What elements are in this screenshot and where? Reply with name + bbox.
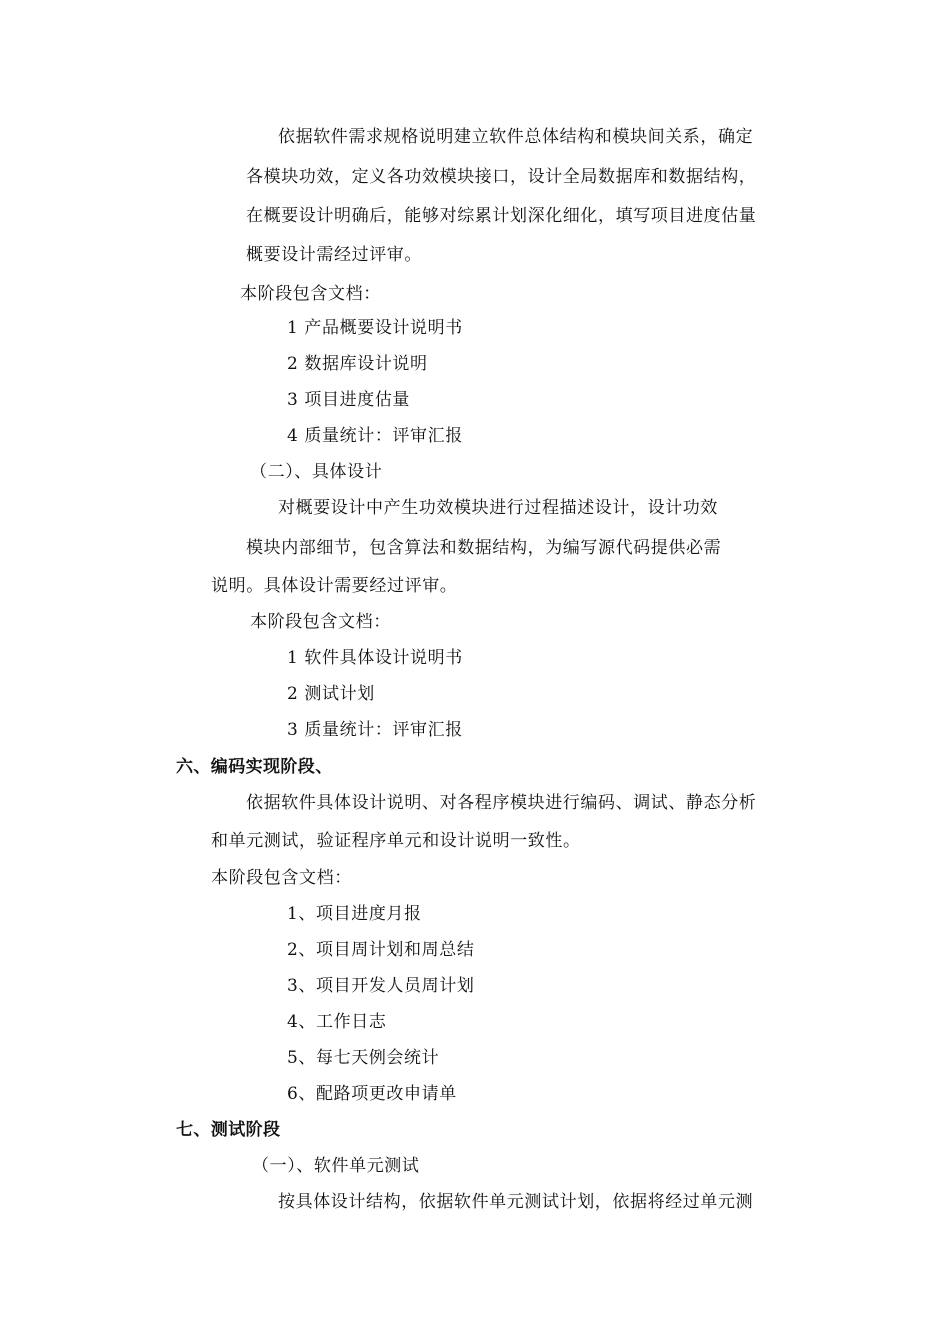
paragraph-line: 模块内部细节，包含算法和数据结构，为编写源代码提供必需 xyxy=(246,538,722,558)
docs-label: 本阶段包含文档： xyxy=(211,868,352,888)
doc-list-item: 4 质量统计：评审汇报 xyxy=(287,426,463,446)
paragraph-line: 各模块功效，定义各功效模块接口，设计全局数据库和数据结构， xyxy=(246,167,757,187)
section-title: 七、测试阶段 xyxy=(176,1120,281,1140)
paragraph-line: 对概要设计中产生功效模块进行过程描述设计，设计功效 xyxy=(278,498,718,518)
paragraph-line: 按具体设计结构，依据软件单元测试计划，依据将经过单元测 xyxy=(278,1192,754,1212)
doc-list-item: 1、项目进度月报 xyxy=(287,904,422,924)
doc-list-item: 1 产品概要设计说明书 xyxy=(287,318,463,338)
doc-list-item: 6、配路项更改申请单 xyxy=(287,1084,457,1104)
docs-label: 本阶段包含文档： xyxy=(250,612,391,632)
paragraph-line: 依据软件需求规格说明建立软件总体结构和模块间关系，确定 xyxy=(278,127,754,147)
doc-list-item: 2 测试计划 xyxy=(287,684,375,704)
doc-list-item: 2、项目周计划和周总结 xyxy=(287,940,475,960)
paragraph-line: 和单元测试，验证程序单元和设计说明一致性。 xyxy=(211,831,581,851)
subsection-title: （一）、软件单元测试 xyxy=(252,1156,420,1176)
doc-list-item: 5、每七天例会统计 xyxy=(287,1048,440,1068)
section-title: 六、编码实现阶段、 xyxy=(176,757,333,777)
paragraph-line: 概要设计需经过评审。 xyxy=(246,245,422,265)
paragraph-line: 依据软件具体设计说明、对各程序模块进行编码、调试、静态分析 xyxy=(246,793,757,813)
doc-list-item: 4、工作日志 xyxy=(287,1012,387,1032)
paragraph-line: 说明。具体设计需要经过评审。 xyxy=(211,576,458,596)
subsection-title: （二）、具体设计 xyxy=(250,462,383,482)
doc-list-item: 2 数据库设计说明 xyxy=(287,354,428,374)
doc-list-item: 3、项目开发人员周计划 xyxy=(287,976,475,996)
doc-list-item: 3 质量统计：评审汇报 xyxy=(287,720,463,740)
paragraph-line: 在概要设计明确后，能够对综累计划深化细化，填写项目进度估量 xyxy=(246,206,757,226)
doc-list-item: 1 软件具体设计说明书 xyxy=(287,648,463,668)
doc-list-item: 3 项目进度估量 xyxy=(287,390,411,410)
docs-label: 本阶段包含文档： xyxy=(240,284,381,304)
